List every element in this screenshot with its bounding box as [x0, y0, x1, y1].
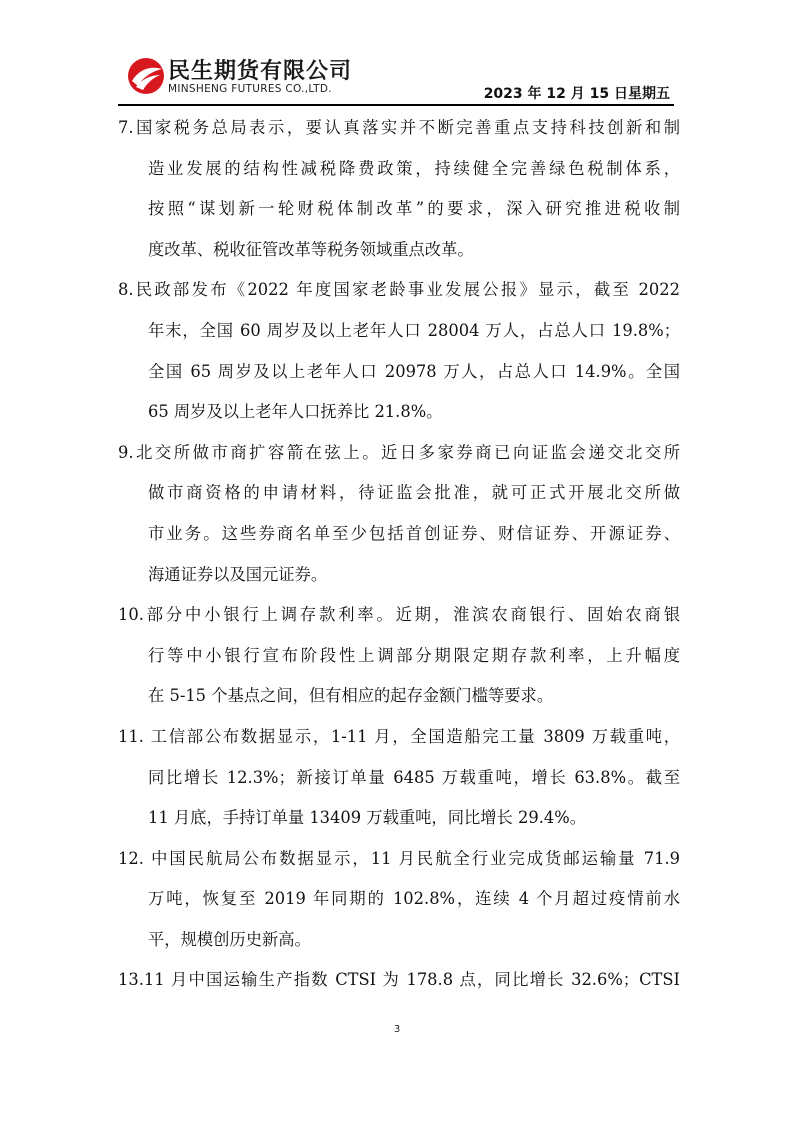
- news-item-9: [118, 433, 680, 595]
- news-line: 65 周岁及以上老年人口抚养比 21.8%。: [148, 402, 443, 422]
- news-item-11: [118, 717, 680, 839]
- page-header: [0, 0, 794, 108]
- news-line: 10.部分中小银行上调存款利率。近期，淮滨农商银行、固始农商银: [118, 605, 680, 625]
- news-line: 11. 工信部公布数据显示，1-11 月，全国造船完工量 3809 万载重吨，: [118, 726, 680, 746]
- minsheng-logo-icon: [126, 56, 166, 96]
- logo-chinese-name: 民生期货有限公司: [168, 59, 353, 84]
- news-item-10: [118, 595, 680, 717]
- news-line: 行等中小银行宣布阶段性上调部分期限定期存款利率，上升幅度: [148, 645, 680, 665]
- report-date: 2023 年 12 月 15 日星期五: [483, 86, 670, 102]
- news-line: 做市商资格的申请材料，待证监会批准，就可正式开展北交所做: [148, 483, 680, 503]
- logo-english-name: MINSHENG FUTURES CO.,LTD.: [168, 83, 332, 95]
- news-line: 同比增长 12.3%；新接订单量 6485 万载重吨，增长 63.8%。截至: [148, 767, 680, 787]
- header-divider: [118, 104, 674, 106]
- news-line: 在 5-15 个基点之间，但有相应的起存金额门槛等要求。: [148, 686, 554, 706]
- news-line: 度改革、税收征管改革等税务领域重点改革。: [148, 239, 474, 259]
- news-line: 11 月底，手持订单量 13409 万载重吨，同比增长 29.4%。: [148, 808, 586, 828]
- news-item-13: [118, 960, 680, 1001]
- news-list: [118, 108, 680, 1001]
- news-line: 万吨，恢复至 2019 年同期的 102.8%，连续 4 个月超过疫情前水: [148, 889, 680, 909]
- page-number: 3: [393, 1024, 401, 1035]
- news-line: 8.民政部发布《2022 年度国家老龄事业发展公报》显示，截至 2022: [118, 280, 680, 300]
- news-line: 9.北交所做市商扩容箭在弦上。近日多家券商已向证监会递交北交所: [118, 442, 680, 462]
- news-line: 12. 中国民航局公布数据显示，11 月民航全行业完成货邮运输量 71.9: [118, 848, 680, 868]
- company-logo: [126, 56, 366, 100]
- news-line: 全国 65 周岁及以上老年人口 20978 万人，占总人口 14.9%。全国: [148, 361, 680, 381]
- news-line: 13.11 月中国运输生产指数 CTSI 为 178.8 点，同比增长 32.6%；CTSI: [118, 970, 680, 990]
- news-line: 平，规模创历史新高。: [148, 929, 311, 949]
- news-item-7: [118, 108, 680, 270]
- news-line: 造业发展的结构性减税降费政策，持续健全完善绿色税制体系，: [148, 158, 680, 178]
- news-line: 市业务。这些券商名单至少包括首创证券、财信证券、开源证券、: [148, 523, 680, 543]
- news-line: 按照“谋划新一轮财税体制改革”的要求，深入研究推进税收制: [148, 199, 680, 219]
- news-line: 7.国家税务总局表示，要认真落实并不断完善重点支持科技创新和制: [118, 118, 680, 137]
- news-item-8: [118, 270, 680, 432]
- news-line: 年末，全国 60 周岁及以上老年人口 28004 万人，占总人口 19.8%；: [148, 320, 680, 340]
- news-line: 海通证券以及国元证券。: [148, 564, 328, 584]
- news-item-12: [118, 839, 680, 961]
